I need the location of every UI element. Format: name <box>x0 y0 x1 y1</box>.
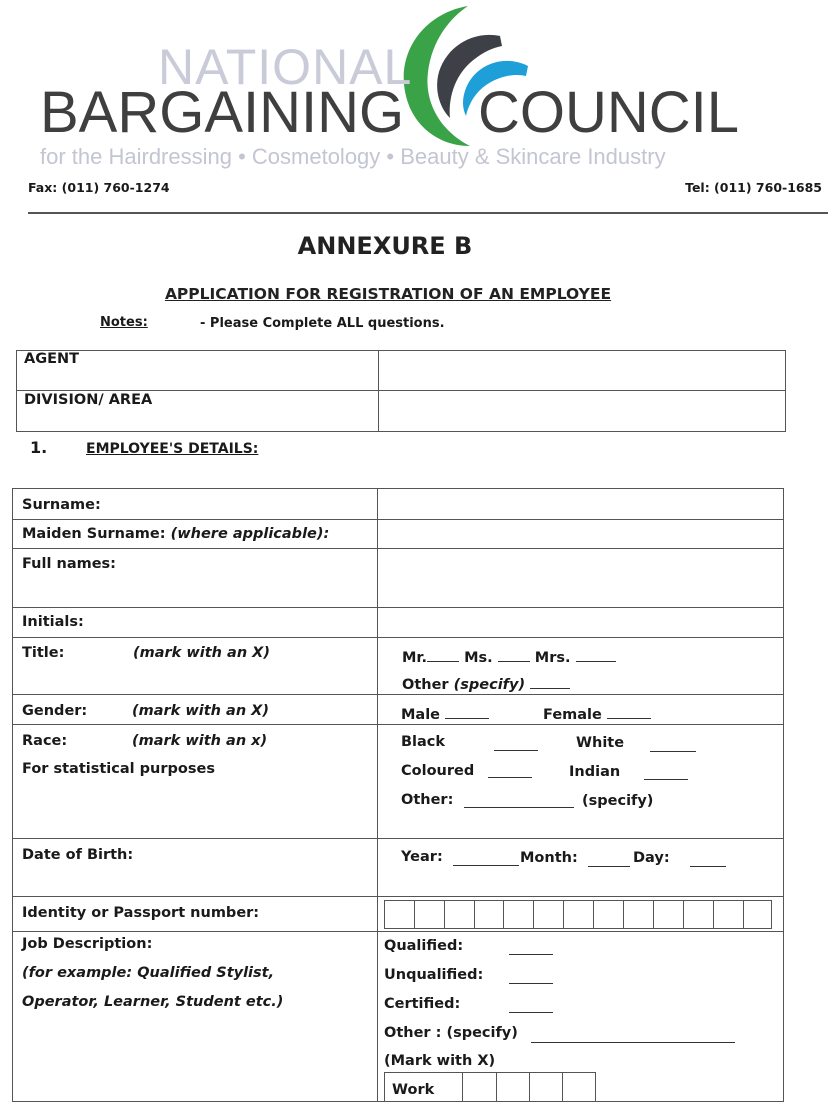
row-line <box>12 931 784 932</box>
race-note: For statistical purposes <box>22 761 215 777</box>
race-indian-label: Indian <box>569 764 621 780</box>
dob-month-blank[interactable] <box>588 854 630 867</box>
id-digit-divider <box>653 900 654 928</box>
race-indian-blank[interactable] <box>644 767 688 780</box>
race-hint: (mark with an x) <box>132 733 268 749</box>
row-line <box>12 548 784 549</box>
other-specify-blank[interactable] <box>531 1030 735 1043</box>
title-options-row2 <box>402 676 570 693</box>
id-digit-divider <box>593 900 594 928</box>
race-other-specify: (specify) <box>582 793 654 809</box>
gender-male-option <box>401 706 489 723</box>
work-box-2[interactable] <box>497 1073 528 1101</box>
id-digit-divider <box>474 900 475 928</box>
surname-label: Surname: <box>22 497 101 513</box>
race-white-label: White <box>576 735 625 751</box>
notes-label: Notes: <box>100 315 148 330</box>
id-digit-divider <box>713 900 714 928</box>
full-names-label: Full names: <box>22 556 116 572</box>
race-label: Race: <box>22 733 68 749</box>
work-label: Work <box>392 1082 435 1098</box>
title-options-row1 <box>402 649 616 666</box>
title-mrs-blank[interactable] <box>576 649 616 662</box>
header-divider <box>28 212 828 214</box>
qualified-label: Qualified: <box>384 938 464 954</box>
id-digit-divider <box>623 900 624 928</box>
id-digit-divider <box>743 900 744 928</box>
id-digit-divider <box>683 900 684 928</box>
details-column-divider <box>377 488 378 1102</box>
work-box-4[interactable] <box>563 1073 595 1101</box>
agent-table-row-line <box>16 390 786 391</box>
title-other-label: Other <box>402 677 449 693</box>
row-line <box>12 637 784 638</box>
initials-label: Initials: <box>22 614 84 630</box>
title-ms-label: Ms. <box>464 650 493 666</box>
row-line <box>12 607 784 608</box>
title-ms-blank[interactable] <box>498 649 530 662</box>
logo-text-council: COUNCIL <box>478 80 740 145</box>
gender-female-blank[interactable] <box>607 706 651 719</box>
id-number-label: Identity or Passport number: <box>22 905 260 921</box>
title-other-blank[interactable] <box>530 676 570 689</box>
race-coloured-label: Coloured <box>401 763 475 779</box>
application-title: APPLICATION FOR REGISTRATION OF AN EMPLOYEE <box>164 285 612 303</box>
row-line <box>12 694 784 695</box>
row-line <box>12 896 784 897</box>
race-other-blank[interactable] <box>464 795 574 808</box>
row-line <box>12 838 784 839</box>
maiden-surname-field[interactable] <box>379 521 782 547</box>
dob-year-blank[interactable] <box>453 853 519 866</box>
logo-text-bargaining: BARGAINING <box>40 80 405 145</box>
job-description-label: Job Description: <box>22 936 153 952</box>
race-white-blank[interactable] <box>650 739 696 752</box>
race-other-label: Other: <box>401 792 454 808</box>
row-line <box>12 519 784 520</box>
dob-month-label: Month: <box>520 850 578 866</box>
job-hint-line1: (for example: Qualified Stylist, <box>22 965 275 981</box>
title-hint: (mark with an X) <box>133 645 270 661</box>
race-black-blank[interactable] <box>494 738 538 751</box>
unqualified-label: Unqualified: <box>384 967 484 983</box>
division-area-field[interactable] <box>380 392 784 431</box>
agent-field[interactable] <box>380 352 784 389</box>
qualified-blank[interactable] <box>509 942 553 955</box>
id-digit-divider <box>563 900 564 928</box>
agent-table-divider <box>378 350 379 432</box>
gender-female-option <box>543 706 651 723</box>
certified-blank[interactable] <box>509 1000 553 1013</box>
maiden-surname-label <box>22 527 329 542</box>
dob-day-label: Day: <box>633 850 670 866</box>
annexure-heading: ANNEXURE B <box>297 232 473 260</box>
section-title: EMPLOYEE'S DETAILS: <box>86 441 259 457</box>
agent-label: AGENT <box>24 351 80 367</box>
section-number: 1. <box>30 438 48 457</box>
id-digit-divider <box>503 900 504 928</box>
gender-female-label: Female <box>543 707 602 723</box>
title-mr-blank[interactable] <box>427 649 459 662</box>
logo-text-national: NATIONAL <box>158 39 413 95</box>
dob-day-blank[interactable] <box>690 854 726 867</box>
dob-label: Date of Birth: <box>22 847 134 863</box>
work-box-3[interactable] <box>530 1073 561 1101</box>
division-area-label: DIVISION/ AREA <box>24 392 153 408</box>
id-digit-divider <box>414 900 415 928</box>
mark-with-x-label: (Mark with X) <box>384 1053 496 1069</box>
gender-hint: (mark with an X) <box>132 703 269 719</box>
surname-field[interactable] <box>379 490 782 518</box>
gender-male-label: Male <box>401 707 441 723</box>
gender-male-blank[interactable] <box>445 706 489 719</box>
title-other-specify: (specify) <box>453 677 526 693</box>
tel-number: Tel: (011) 760-1685 <box>685 180 822 195</box>
maiden-surname-hint: (where applicable): <box>170 526 330 542</box>
full-names-field[interactable] <box>379 550 782 606</box>
logo-green-arc <box>404 6 470 146</box>
certified-label: Certified: <box>384 996 461 1012</box>
race-coloured-blank[interactable] <box>488 765 532 778</box>
notes-text: - Please Complete ALL questions. <box>200 316 445 331</box>
title-label: Title: <box>22 645 65 661</box>
initials-field[interactable] <box>379 609 782 636</box>
logo-tagline: for the Hairdressing • Cosmetology • Beauty & Skincare Industry <box>40 144 666 169</box>
row-line <box>12 724 784 725</box>
id-digit-divider <box>533 900 534 928</box>
job-hint-line2: Operator, Learner, Student etc.) <box>22 994 284 1010</box>
dob-year-label: Year: <box>401 849 443 865</box>
fax-number: Fax: (011) 760-1274 <box>28 180 170 195</box>
unqualified-blank[interactable] <box>509 971 553 984</box>
work-box-1[interactable] <box>463 1073 495 1101</box>
title-mr-label: Mr. <box>402 650 428 666</box>
other-specify-label: Other : (specify) <box>384 1025 518 1041</box>
maiden-surname-text: Maiden Surname: <box>22 526 166 542</box>
title-mrs-label: Mrs. <box>534 650 571 666</box>
race-black-label: Black <box>401 734 446 750</box>
id-digit-divider <box>444 900 445 928</box>
gender-label: Gender: <box>22 703 88 719</box>
